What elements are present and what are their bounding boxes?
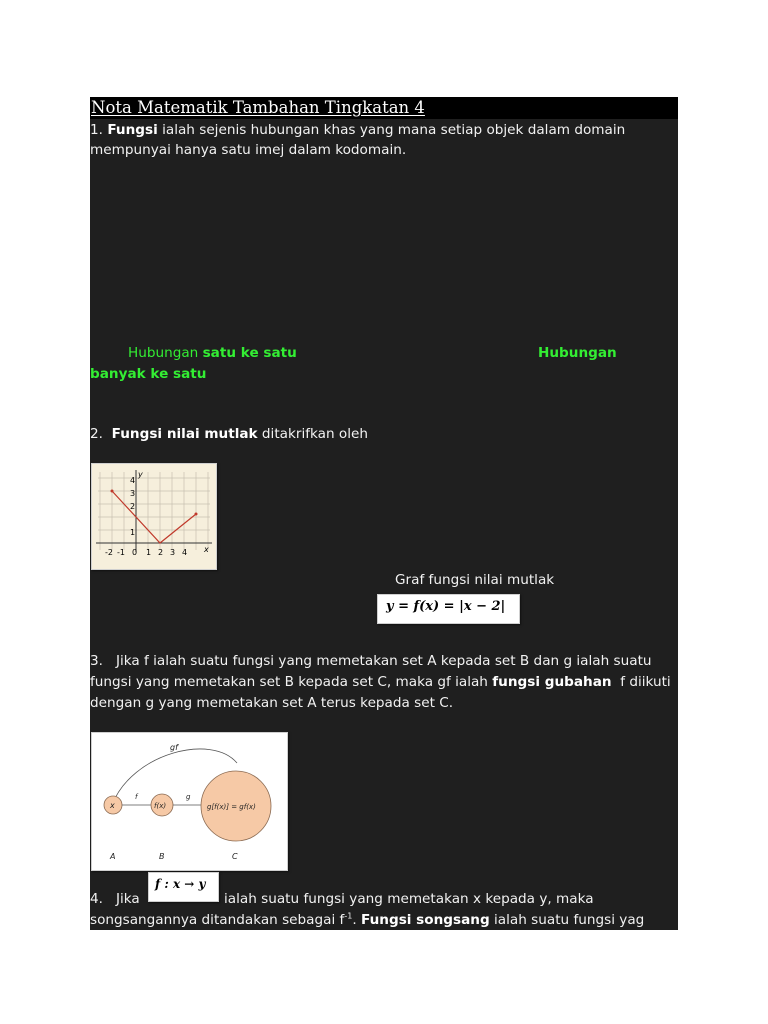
x-tick-2: 2	[158, 548, 164, 557]
formula-f-x-y-text: f : x → y	[155, 877, 206, 891]
label-many-to-one-1-text: Hubungan	[538, 345, 617, 361]
label-many-to-one-1	[538, 343, 617, 363]
formula-abs-value-text: y = f(x) = |x − 2|	[386, 599, 506, 614]
y-tick-3: 3	[130, 489, 136, 498]
node-gfx-label: g[f(x)] = gf(x)	[207, 803, 256, 811]
label-one-to-one	[128, 343, 297, 363]
set-a-label: A	[110, 852, 116, 861]
page-title: Nota Matematik Tambahan Tingkatan 4	[91, 98, 425, 117]
section4-text2-post: ialah suatu fungsi yag	[489, 912, 645, 928]
section1-line2: mempunyai hanya satu imej dalam kodomain.	[90, 142, 407, 158]
node-x-label: x	[110, 801, 115, 810]
section4-line2	[90, 910, 644, 930]
x-tick-0: 0	[132, 548, 138, 557]
arrow-f-label: f	[135, 793, 138, 801]
section3-term: fungsi gubahan	[492, 674, 612, 690]
section3-text2-pre: fungsi yang memetakan set B kepada set C, maka gf ialah	[90, 674, 493, 690]
graph-caption: Graf fungsi nilai mutlak	[395, 572, 555, 588]
graph-point-left	[111, 490, 114, 493]
x-tick-1: 1	[146, 548, 152, 557]
section1-text1: ialah sejenis hubungan khas yang mana setiap objek dalam domain	[157, 122, 626, 138]
section1-line1	[90, 120, 625, 140]
section2-line	[90, 424, 368, 444]
set-b-label: B	[159, 852, 165, 861]
title-bar	[90, 97, 678, 119]
section2-text: ditakrifkan oleh	[257, 426, 368, 442]
composite-function-diagram	[91, 732, 288, 871]
section1-number: 1.	[90, 122, 103, 138]
section3-line1	[90, 651, 652, 671]
section4-text2-pre: songsangannya ditandakan sebagai f	[90, 912, 345, 928]
section3-text2-post: f diikuti	[611, 674, 671, 690]
arrow-g-label: g	[186, 793, 191, 801]
set-c-label: C	[232, 852, 238, 861]
node-fx-label: f(x)	[154, 802, 167, 810]
x-tick-m1: -1	[117, 548, 125, 557]
x-tick-4: 4	[182, 548, 188, 557]
x-axis-label: x	[204, 545, 209, 554]
section4-term: Fungsi songsang	[361, 912, 490, 928]
section3-line3: dengan g yang memetakan set A terus kepada set C.	[90, 695, 454, 711]
section4-text2-mid: .	[352, 912, 361, 928]
section1-term: Fungsi	[107, 122, 158, 138]
section4-line1: ialah suatu fungsi yang memetakan x kepada y, maka	[224, 891, 594, 907]
section4-number: 4.	[90, 891, 103, 907]
graph-point-right	[195, 513, 198, 516]
section2-term: Fungsi nilai mutlak	[111, 426, 258, 442]
label-one-to-one-prefix: Hubungan	[128, 345, 203, 361]
formula-f-x-y	[148, 872, 219, 902]
section3-number: 3.	[90, 653, 103, 669]
absolute-value-graph	[91, 463, 217, 570]
section4-superscript: -1	[344, 911, 353, 921]
section3-line2	[90, 672, 671, 692]
section2-number: 2.	[90, 426, 103, 442]
y-tick-2: 2	[130, 502, 136, 511]
gf-arc-label: gf	[170, 743, 178, 752]
absolute-value-graph-svg	[92, 464, 216, 569]
document-page	[90, 97, 678, 930]
composite-diagram-svg	[92, 733, 287, 870]
y-tick-1: 1	[130, 528, 136, 537]
x-tick-3: 3	[170, 548, 176, 557]
section3-text1: Jika f ialah suatu fungsi yang memetakan set A kepada set B dan g ialah suatu	[115, 653, 652, 669]
y-tick-4: 4	[130, 476, 136, 485]
label-many-to-one-2	[90, 364, 206, 384]
section4-prefix	[90, 889, 140, 909]
label-one-to-one-bold: satu ke satu	[202, 345, 297, 361]
label-many-to-one-2-text: banyak ke satu	[90, 366, 207, 382]
x-tick-m2: -2	[105, 548, 113, 557]
y-axis-label: y	[138, 470, 143, 479]
section4-jika: Jika	[115, 891, 140, 907]
formula-abs-value	[377, 594, 520, 624]
